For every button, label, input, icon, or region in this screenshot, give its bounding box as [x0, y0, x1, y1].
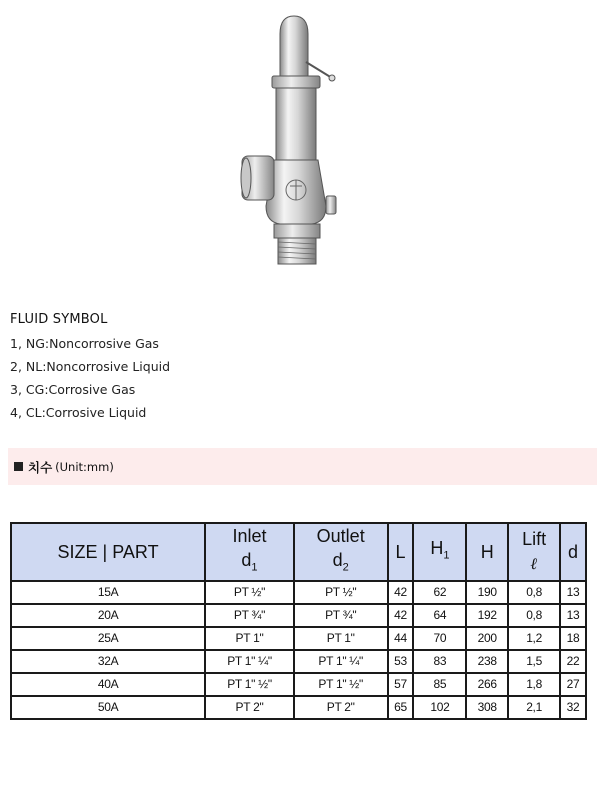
safety-valve-image: [232, 10, 352, 270]
cell-h: 192: [466, 604, 508, 627]
cell-h: 200: [466, 627, 508, 650]
fluid-symbol-title: FLUID SYMBOL: [10, 312, 108, 327]
cell-l: 42: [388, 604, 414, 627]
cell-h1: 70: [413, 627, 466, 650]
cell-size: 40A: [11, 673, 205, 696]
cell-d: 32: [560, 696, 586, 719]
table-row: [11, 696, 586, 719]
cell-lift: 1,8: [508, 673, 560, 696]
cell-lift: 1,5: [508, 650, 560, 673]
cell-d: 18: [560, 627, 586, 650]
cell-d: 22: [560, 650, 586, 673]
table-row: [11, 627, 586, 650]
header-outlet: Outlet $d_2$: [294, 523, 388, 581]
cell-outlet: PT ¾": [294, 604, 388, 627]
header-d: d: [560, 523, 586, 581]
cell-h: 308: [466, 696, 508, 719]
cell-h1: 102: [413, 696, 466, 719]
header-inlet: Inlet $d_1$: [205, 523, 294, 581]
cell-h: 238: [466, 650, 508, 673]
cell-size: 25A: [11, 627, 205, 650]
cell-size: 32A: [11, 650, 205, 673]
cell-d: 27: [560, 673, 586, 696]
fluid-item-cg: 3, CG:Corrosive Gas: [10, 382, 136, 397]
cell-lift: 0,8: [508, 581, 560, 604]
cell-h: 266: [466, 673, 508, 696]
fluid-item-cl: 4, CL:Corrosive Liquid: [10, 405, 147, 420]
header-h: H: [466, 523, 508, 581]
cell-l: 42: [388, 581, 414, 604]
cell-h: 190: [466, 581, 508, 604]
cell-inlet: PT ½": [205, 581, 294, 604]
header-size-part: SIZE | PART: [11, 523, 205, 581]
table-row: [11, 673, 586, 696]
fluid-item-nl: 2, NL:Noncorrosive Liquid: [10, 359, 171, 374]
cell-inlet: PT 1": [205, 627, 294, 650]
cell-l: 53: [388, 650, 414, 673]
cell-outlet: PT 1": [294, 627, 388, 650]
cell-h1: 85: [413, 673, 466, 696]
table-row: [11, 581, 586, 604]
dimension-table: [10, 522, 587, 720]
dimensions-label: 치수: [28, 459, 53, 475]
cell-h1: 64: [413, 604, 466, 627]
cell-size: 20A: [11, 604, 205, 627]
fluid-symbol-section: [10, 312, 410, 424]
cell-l: 57: [388, 673, 414, 696]
dimensions-unit: (Unit:mm): [55, 459, 114, 474]
cell-h1: 62: [413, 581, 466, 604]
cell-inlet: PT ¾": [205, 604, 294, 627]
cell-outlet: PT ½": [294, 581, 388, 604]
cell-h1: 83: [413, 650, 466, 673]
cell-l: 65: [388, 696, 414, 719]
cell-d: 13: [560, 604, 586, 627]
fluid-item-ng: 1, NG:Noncorrosive Gas: [10, 336, 159, 351]
cell-size: 15A: [11, 581, 205, 604]
header-l: L: [388, 523, 414, 581]
header-lift: Lift ℓ: [508, 523, 560, 581]
table-row: [11, 650, 586, 673]
cell-inlet: PT 1" ¼": [205, 650, 294, 673]
dimensions-header-bar: [8, 448, 597, 485]
header-h1: $H_1$: [413, 523, 466, 581]
cell-inlet: PT 2": [205, 696, 294, 719]
cell-l: 44: [388, 627, 414, 650]
cell-size: 50A: [11, 696, 205, 719]
cell-outlet: PT 1" ¼": [294, 650, 388, 673]
cell-outlet: PT 2": [294, 696, 388, 719]
cell-inlet: PT 1" ½": [205, 673, 294, 696]
square-bullet-icon: [14, 462, 23, 471]
table-header-row: [11, 523, 586, 581]
cell-lift: 0,8: [508, 604, 560, 627]
cell-d: 13: [560, 581, 586, 604]
cell-outlet: PT 1" ½": [294, 673, 388, 696]
cell-lift: 2,1: [508, 696, 560, 719]
table-row: [11, 604, 586, 627]
cell-lift: 1,2: [508, 627, 560, 650]
